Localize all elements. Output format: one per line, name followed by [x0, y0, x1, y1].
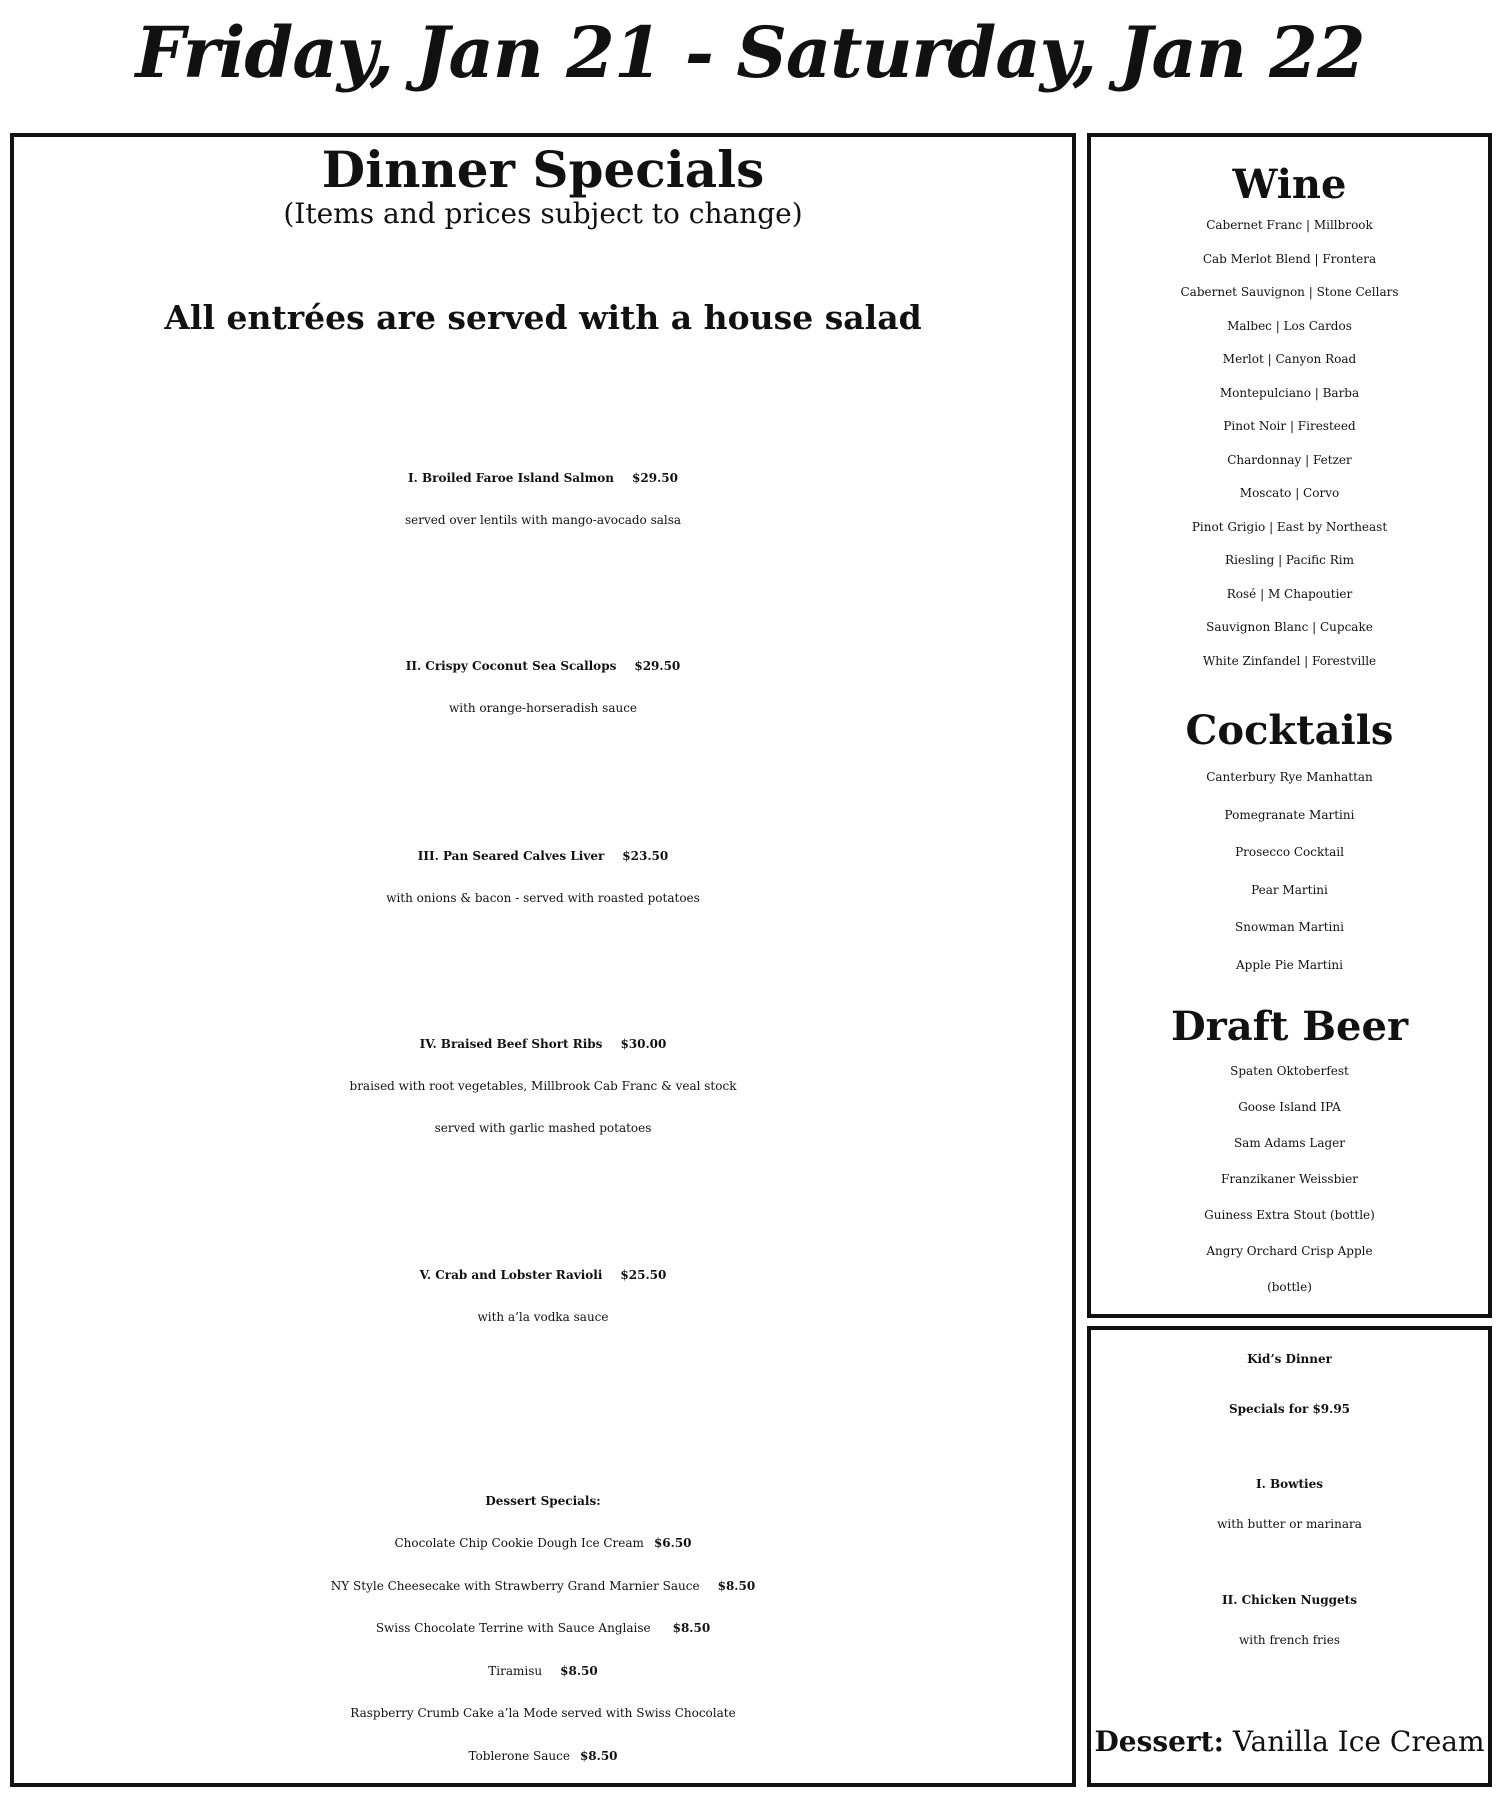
dish-price: $29.50 — [634, 659, 681, 673]
dish-name: I. Broiled Faroe Island Salmon — [408, 471, 615, 485]
kids-title-line: Specials for $9.95 — [1228, 1402, 1351, 1416]
dish-description: served over lentils with mango-avocado salsa — [404, 513, 682, 527]
dish-description: with a’la vodka sauce — [477, 1310, 609, 1324]
dish-price: $29.50 — [632, 471, 678, 485]
draft-beer-list — [1091, 1053, 1488, 1305]
cocktail-item: Pear Martini — [1251, 882, 1328, 897]
dessert-item — [14, 1692, 1072, 1735]
dish-description: braised with root vegetables, Millbrook Cab Franc & veal stock — [349, 1079, 737, 1093]
dessert-item — [14, 1735, 1072, 1778]
wine-item: Riesling | Pacific Rim — [1225, 553, 1354, 567]
kids-dessert-label: Dessert: — [1094, 1725, 1224, 1758]
wine-item: Cabernet Franc | Millbrook — [1206, 218, 1373, 232]
drinks-panel — [1087, 133, 1492, 1318]
dish-item — [14, 1254, 1072, 1338]
draft-beer-title: Draft Beer — [1170, 1003, 1409, 1050]
beer-item: Guiness Extra Stout (bottle) — [1204, 1208, 1375, 1222]
cocktail-item: Pomegranate Martini — [1224, 807, 1355, 822]
kids-item-name: I. Bowties — [1256, 1477, 1323, 1491]
dessert-name: Raspberry Crumb Cake a’la Mode served with Swiss Chocolate — [350, 1706, 736, 1720]
cocktail-item: Apple Pie Martini — [1235, 957, 1343, 972]
wine-item: Cab Merlot Blend | Frontera — [1202, 251, 1377, 266]
dessert-name: Toblerone Sauce — [468, 1748, 570, 1763]
dessert-item — [14, 1522, 1072, 1565]
dish-name-line — [14, 457, 1072, 499]
wine-item: Sauvignon Blanc | Cupcake — [1206, 620, 1373, 634]
kids-item-desc: with butter or marinara — [1217, 1517, 1362, 1531]
dessert-price: $8.50 — [672, 1621, 711, 1635]
beer-item: Spaten Oktoberfest — [1230, 1064, 1349, 1078]
wine-item: White Zinfandel | Forestville — [1202, 653, 1377, 668]
kids-title-line: Kid’s Dinner — [1247, 1352, 1332, 1366]
dessert-item — [14, 1650, 1072, 1693]
dish-description: with orange-horseradish sauce — [448, 701, 638, 715]
kids-item-desc: with french fries — [1238, 1633, 1341, 1647]
served-with-note: All entrées are served with a house salad — [164, 298, 922, 337]
dish-name-line — [14, 1023, 1072, 1065]
dessert-price: $6.50 — [653, 1536, 692, 1550]
kids-item — [1091, 1464, 1488, 1544]
kids-item — [1091, 1580, 1488, 1660]
wine-item: Merlot | Canyon Road — [1222, 352, 1357, 366]
dessert-price: $8.50 — [560, 1663, 598, 1678]
dish-price: $30.00 — [620, 1037, 667, 1051]
dessert-specials — [14, 1480, 1072, 1777]
kids-item-name: II. Chicken Nuggets — [1222, 1593, 1357, 1607]
beer-item: Angry Orchard Crisp Apple — [1206, 1244, 1373, 1258]
beer-item: (bottle) — [1267, 1280, 1312, 1294]
cocktail-item: Prosecco Cocktail — [1235, 845, 1344, 859]
dessert-specials-title: Dessert Specials: — [485, 1494, 601, 1508]
dish-name-line — [14, 645, 1072, 687]
kids-specials-panel — [1087, 1326, 1492, 1787]
dish-name-line — [14, 835, 1072, 877]
cocktail-item: Canterbury Rye Manhattan — [1206, 770, 1373, 784]
dinner-specials-title: Dinner Specials — [321, 140, 765, 199]
dish-name: V. Crab and Lobster Ravioli — [419, 1268, 603, 1282]
dish-item — [14, 1023, 1072, 1149]
dessert-item — [14, 1565, 1072, 1608]
dessert-name: Chocolate Chip Cookie Dough Ice Cream — [394, 1536, 644, 1550]
dish-item — [14, 835, 1072, 919]
dessert-price: $8.50 — [579, 1748, 618, 1763]
dish-name: III. Pan Seared Calves Liver — [417, 849, 605, 863]
wine-list — [1091, 209, 1488, 678]
dish-name: IV. Braised Beef Short Ribs — [419, 1037, 603, 1051]
wine-item: Chardonnay | Fetzer — [1227, 452, 1352, 467]
dinner-specials-panel — [10, 133, 1076, 1787]
dessert-name: Tiramisu — [488, 1663, 543, 1678]
dish-description: served with garlic mashed potatoes — [434, 1121, 652, 1135]
wine-item: Cabernet Sauvignon | Stone Cellars — [1180, 285, 1399, 299]
cocktails-title: Cocktails — [1185, 707, 1394, 754]
dessert-name: Swiss Chocolate Terrine with Sauce Anglaise — [375, 1621, 651, 1635]
kids-dessert — [1091, 1724, 1488, 1760]
dish-name-line — [14, 1254, 1072, 1296]
kids-title — [1091, 1334, 1488, 1434]
cocktails-list — [1091, 759, 1488, 984]
wine-item: Pinot Noir | Firesteed — [1223, 419, 1356, 433]
page-title: Friday, Jan 21 - Saturday, Jan 22 — [135, 11, 1365, 94]
dish-item — [14, 457, 1072, 541]
dessert-item — [14, 1607, 1072, 1650]
beer-item: Franzikaner Weissbier — [1221, 1172, 1358, 1186]
cocktail-item: Snowman Martini — [1235, 920, 1344, 934]
dessert-price: $8.50 — [717, 1578, 756, 1593]
dish-name: II. Crispy Coconut Sea Scallops — [405, 659, 617, 673]
beer-item: Sam Adams Lager — [1233, 1136, 1346, 1150]
dish-price: $23.50 — [622, 849, 669, 863]
wine-title: Wine — [1232, 161, 1347, 208]
dish-description: with onions & bacon - served with roasted potatoes — [386, 891, 700, 905]
wine-item: Malbec | Los Cardos — [1227, 318, 1352, 333]
wine-item: Pinot Grigio | East by Northeast — [1191, 519, 1388, 534]
wine-item: Moscato | Corvo — [1239, 486, 1340, 500]
wine-item: Rosé | M Chapoutier — [1226, 586, 1353, 601]
price-note: (Items and prices subject to change) — [283, 197, 803, 230]
dish-item — [14, 645, 1072, 729]
dessert-name: NY Style Cheesecake with Strawberry Grand Marnier Sauce — [330, 1578, 700, 1593]
beer-item: Goose Island IPA — [1238, 1100, 1341, 1114]
wine-item: Montepulciano | Barba — [1219, 385, 1360, 400]
dish-price: $25.50 — [620, 1268, 667, 1282]
kids-dessert-value: Vanilla Ice Cream — [1232, 1725, 1485, 1758]
